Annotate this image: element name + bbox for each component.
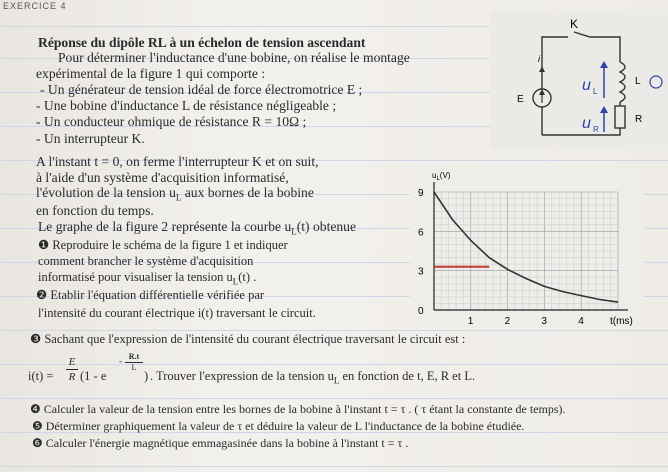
para-line-4: en fonction du temps. [36, 203, 154, 218]
circuit-figure [490, 10, 668, 150]
question-1-line-2: comment brancher le système d'acquisition [38, 254, 254, 268]
question-3-line-1: ❸ Sachant que l'expression de l'intensité du courant électrique traversant le circuit est : [30, 332, 466, 346]
uR-label-sub: R [593, 125, 599, 134]
x-axis-label: t(ms) [610, 316, 633, 327]
y-tick-label: 6 [418, 227, 424, 239]
exercise-header: EXERCICE 4 [3, 1, 67, 11]
resistance-label: R [635, 114, 643, 125]
intro-line-5: - Un conducteur ohmique de résistance R = 10Ω ; [36, 114, 307, 129]
intro-line-4: - Une bobine d'inductance L de résistance négligeable ; [36, 98, 337, 113]
question-5: ❺ Déterminer graphiquement la valeur de τ et déduire la valeur de L l'inductance de la bobine étudiée. [32, 419, 525, 433]
intro-line-2: expérimental de la figure 1 qui comporte : [36, 66, 266, 81]
uL-label: u [582, 77, 591, 94]
para-line-5: Le graphe de la figure 2 représente la courbe $u_L(t)$ obtenue [38, 219, 357, 237]
exercise-title: Réponse du dipôle RL à un échelon de tension ascendant [38, 35, 366, 50]
formula-paren: (1 - e [80, 369, 107, 383]
question-1-line-1: ❶ Reproduire le schéma de la figure 1 et indiquer [38, 238, 288, 252]
para-line-2: à l'aide d'un système d'acquisition informatisé, [36, 170, 289, 185]
x-tick-label: 1 [467, 316, 474, 327]
para-line-3: l'évolution de la tension $u_L$ aux bornes de la bobine [36, 185, 314, 203]
formula-exp-num: R.t [128, 352, 140, 361]
uL-graph [410, 168, 644, 328]
intro-line-6: - Un interrupteur K. [36, 131, 145, 146]
question-2-line-2: l'intensité du courant électrique i(t) traversant le circuit. [38, 306, 316, 320]
formula-frac-num: E [68, 356, 76, 368]
question-6: ❻ Calculer l'énergie magnétique emmagasinée dans la bobine à l'instant t = τ . [32, 436, 409, 450]
formula-frac-den: R [68, 371, 76, 383]
intro-line-1: Pour déterminer l'inductance d'une bobine, on réalise le montage [58, 50, 410, 65]
y-tick-label: 9 [418, 188, 424, 199]
question-3-line-2: . Trouver l'expression de la tension $u_L$ en fonction de t, E, R et L. [150, 369, 476, 386]
circuit-background [490, 10, 668, 150]
x-tick-label: 3 [541, 316, 547, 327]
x-tick-label: 2 [504, 316, 511, 327]
uR-label: u [582, 115, 591, 132]
uL-label-sub: L [593, 87, 598, 96]
formula-exp-den: L [131, 363, 137, 372]
inductance-label: L [635, 76, 641, 87]
formula-lhs: i(t) = [28, 369, 54, 383]
emf-label: E [517, 94, 524, 105]
intro-line-3: - Un générateur de tension idéal de force électromotrice E ; [40, 82, 363, 97]
x-tick-label: 4 [578, 316, 584, 327]
switch-label: K [570, 17, 579, 31]
y-tick-label: 3 [418, 266, 424, 278]
formula-frac-bar [66, 369, 78, 370]
question-4: ❹ Calculer la valeur de la tension entre les bornes de la bobine à l'instant t = τ . ( τ étant la constante de temps). [30, 402, 566, 416]
y-tick-label: 0 [418, 306, 424, 317]
formula-close: ) [144, 369, 149, 383]
formula-exp-minus: - [119, 356, 122, 366]
current-label: i [538, 54, 540, 64]
question-2-line-1: ❷ Etablir l'équation différentielle vérifiée par [36, 288, 265, 302]
para-line-1: A l'instant t = 0, on ferme l'interrupteur K et on suit, [36, 154, 319, 169]
y-axis-label: $u_L(V)$ [432, 171, 451, 182]
question-1-line-3: informatisé pour visualiser la tension $u_L(t)$ . [38, 270, 257, 287]
